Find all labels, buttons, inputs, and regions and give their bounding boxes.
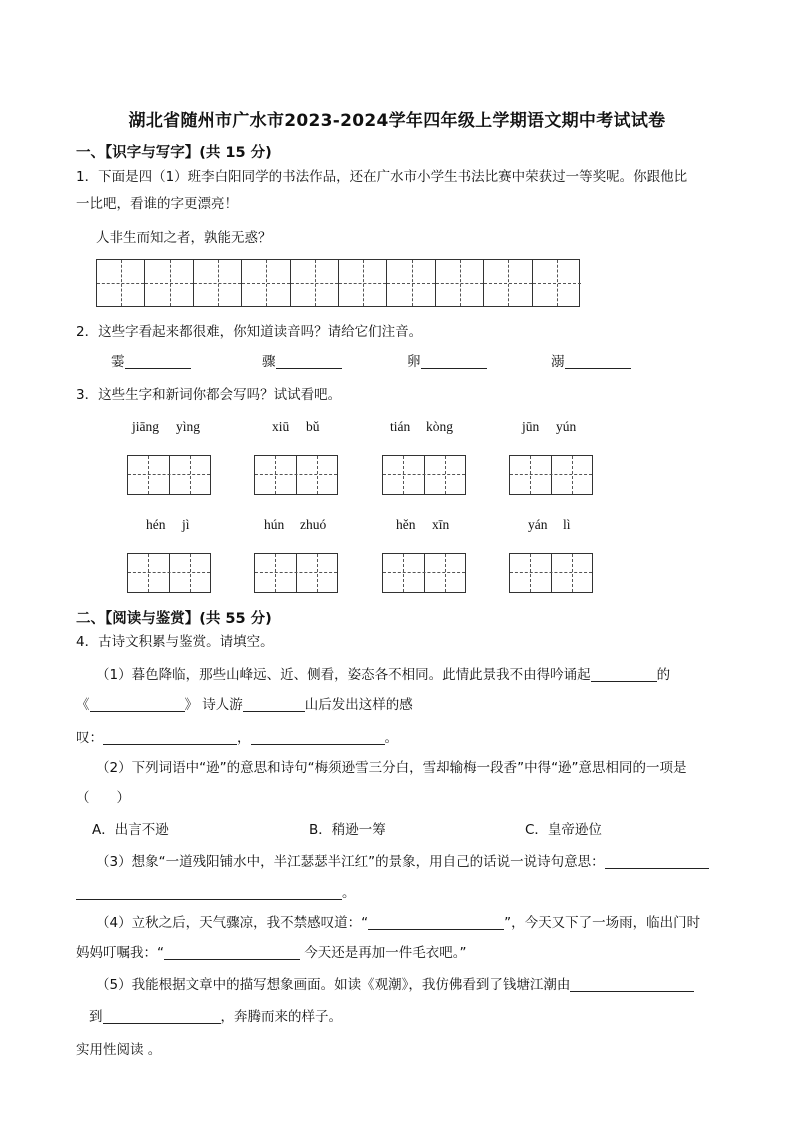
box-guide-line <box>445 554 446 592</box>
q1-text-line1: 1．下面是四（1）班李白阳同学的书法作品，还在广水市小学生书法比赛中荣获过一等奖呢。你跟他比 <box>76 169 688 185</box>
char-box[interactable] <box>254 553 338 593</box>
pinyin-label: bǔ <box>306 419 320 434</box>
answer-blank[interactable] <box>251 729 385 745</box>
box-guide-line <box>275 456 276 494</box>
q4-p4-text: （4）立秋之后，天气骤凉，我不禁感叹道：“ <box>96 915 369 931</box>
q4-p3-line2 <box>76 884 356 902</box>
writing-grid[interactable] <box>96 259 580 307</box>
char-box[interactable] <box>127 553 211 593</box>
box-guide-line <box>190 456 191 494</box>
option-a[interactable]: A．出言不逊 <box>92 822 169 838</box>
q4-p3-text: （3）想象“一道残阳铺水中，半江瑟瑟半江红”的景象，用自己的话说一说诗句意思： <box>96 854 605 870</box>
box-guide-line <box>572 456 573 494</box>
q4-p2-line1: （2）下列词语中“逊”的意思和诗句“梅须逊雪三分白，雪却输梅一段香”中得“逊”意思相同的一项是 <box>96 760 687 776</box>
char-box[interactable] <box>382 455 466 495</box>
box-guide-line <box>317 456 318 494</box>
answer-blank[interactable] <box>76 884 342 900</box>
page-title: 湖北省随州市广水市2023-2024学年四年级上学期语文期中考试试卷 <box>128 111 666 131</box>
q4-p4-mom: 妈妈叮嘱我：“ <box>76 945 164 961</box>
grid-cell[interactable] <box>242 260 290 306</box>
q1-sample-sentence: 人非生而知之者，孰能无惑？ <box>96 230 272 246</box>
q2-item-3 <box>407 353 487 371</box>
q4-p1-line3 <box>76 729 398 747</box>
q4-p1-mid: 》 诗人游 <box>184 697 243 713</box>
box-guide-line <box>148 554 149 592</box>
box-guide-line <box>403 456 404 494</box>
q2-item-1 <box>111 353 191 371</box>
box-guide-line <box>148 456 149 494</box>
pinyin-blank[interactable] <box>421 353 487 369</box>
pinyin-blank[interactable] <box>125 353 191 369</box>
pinyin-label: jì <box>182 517 190 532</box>
box-guide-line <box>190 554 191 592</box>
q4-p5-dao: 到 <box>89 1009 103 1025</box>
pinyin-label: tián <box>390 419 411 434</box>
q4-p3-line1 <box>96 853 709 871</box>
q4-p2-paren[interactable]: （ ） <box>76 790 130 806</box>
box-guide-line <box>445 456 446 494</box>
box-guide-line <box>255 474 337 475</box>
grid-cell[interactable] <box>436 260 484 306</box>
pinyin-label: xiū <box>272 419 290 434</box>
q4-p1-text: （1）暮色降临，那些山峰远、近、侧看，姿态各不相同。此情此景我不由得吟诵起 <box>96 667 591 683</box>
q2-text: 2．这些字看起来都很难，你知道读音吗？请给它们注音。 <box>76 324 423 340</box>
period: 。 <box>342 885 356 901</box>
grid-guide-line <box>436 283 483 284</box>
period: 。 <box>384 730 398 746</box>
q4-p1-line1 <box>96 666 670 684</box>
box-guide-line <box>128 572 210 573</box>
grid-guide-line <box>194 283 241 284</box>
char-box[interactable] <box>127 455 211 495</box>
q4-p5-line1 <box>96 976 694 994</box>
pinyin-label: zhuó <box>300 517 327 532</box>
q4-text: 4．古诗文积累与鉴赏。请填空。 <box>76 634 274 650</box>
box-guide-line <box>572 554 573 592</box>
q4-p4-tail: ”，今天又下了一场雨，临出门时 <box>504 915 701 931</box>
pinyin-label: jūn <box>522 419 540 434</box>
answer-blank[interactable] <box>605 853 709 869</box>
grid-guide-line <box>533 283 581 284</box>
grid-guide-line <box>291 283 338 284</box>
practical-reading-label: 实用性阅读 。 <box>76 1042 162 1058</box>
q2-item-4 <box>551 353 631 371</box>
grid-cell[interactable] <box>97 260 145 306</box>
answer-blank[interactable] <box>164 944 300 960</box>
box-guide-line <box>510 474 592 475</box>
answer-blank[interactable] <box>243 696 305 712</box>
grid-guide-line <box>484 283 531 284</box>
comma: ， <box>237 730 251 746</box>
section-1-heading: 一、【识字与写字】(共 15 分) <box>76 145 272 161</box>
grid-cell[interactable] <box>291 260 339 306</box>
answer-blank[interactable] <box>570 976 694 992</box>
grid-cell[interactable] <box>484 260 532 306</box>
q4-p1-open: 《 <box>76 697 90 713</box>
grid-guide-line <box>145 283 192 284</box>
q4-p1-tan: 叹： <box>76 730 103 746</box>
box-guide-line <box>255 572 337 573</box>
q4-p5-end: ，奔腾而来的样子。 <box>220 1009 342 1025</box>
q3-text: 3．这些生字和新词你都会写吗？试试看吧。 <box>76 387 342 403</box>
answer-blank[interactable] <box>368 914 504 930</box>
answer-blank[interactable] <box>591 666 657 682</box>
q4-p1-line2 <box>76 696 413 714</box>
option-c[interactable]: C．皇帝逊位 <box>525 822 602 838</box>
q2-char: 霎 <box>111 354 125 370</box>
pinyin-label: jiāng <box>132 419 159 434</box>
pinyin-label: xīn <box>432 517 450 532</box>
pinyin-label: yán <box>528 517 548 532</box>
q4-p1-tail: 山后发出这样的感 <box>304 697 413 713</box>
grid-guide-line <box>97 283 144 284</box>
char-box[interactable] <box>382 553 466 593</box>
pinyin-label: hén <box>146 517 166 532</box>
grid-cell[interactable] <box>387 260 435 306</box>
q4-p1-de: 的 <box>656 667 671 683</box>
grid-cell[interactable] <box>533 260 581 306</box>
box-guide-line <box>275 554 276 592</box>
option-b[interactable]: B．稍逊一筹 <box>309 822 386 838</box>
q2-item-2 <box>262 353 342 371</box>
grid-cell[interactable] <box>339 260 387 306</box>
box-guide-line <box>530 554 531 592</box>
q4-p4-end: 今天还是再加一件毛衣吧。” <box>300 945 467 961</box>
box-guide-line <box>317 554 318 592</box>
pinyin-label: kòng <box>426 419 453 434</box>
box-guide-line <box>128 474 210 475</box>
pinyin-label: yún <box>556 419 577 434</box>
box-guide-line <box>530 456 531 494</box>
pinyin-label: hún <box>264 517 285 532</box>
q4-p4-line2 <box>76 944 467 962</box>
grid-cell[interactable] <box>194 260 242 306</box>
q2-char: 溺 <box>551 354 565 370</box>
pinyin-label: yìng <box>176 419 201 434</box>
grid-guide-line <box>242 283 289 284</box>
box-guide-line <box>510 572 592 573</box>
grid-cell[interactable] <box>145 260 193 306</box>
char-box[interactable] <box>509 455 593 495</box>
answer-blank[interactable] <box>103 1008 221 1024</box>
char-box[interactable] <box>254 455 338 495</box>
box-guide-line <box>383 572 465 573</box>
pinyin-blank[interactable] <box>565 353 631 369</box>
q4-p4-line1 <box>96 914 700 932</box>
pinyin-blank[interactable] <box>276 353 342 369</box>
q4-p5-line2 <box>89 1008 342 1026</box>
q1-text-line2: 一比吧，看谁的字更漂亮！ <box>76 196 238 212</box>
box-guide-line <box>383 474 465 475</box>
box-guide-line <box>403 554 404 592</box>
q2-char: 骤 <box>262 354 276 370</box>
q4-p5-text: （5）我能根据文章中的描写想象画面。如读《观潮》，我仿佛看到了钱塘江潮由 <box>96 977 571 993</box>
q2-char: 卵 <box>407 354 421 370</box>
answer-blank[interactable] <box>103 729 237 745</box>
section-2-heading: 二、【阅读与鉴赏】(共 55 分) <box>76 611 272 627</box>
grid-guide-line <box>339 283 386 284</box>
grid-guide-line <box>387 283 434 284</box>
pinyin-label: hěn <box>396 517 416 532</box>
pinyin-label: lì <box>563 517 571 532</box>
answer-blank[interactable] <box>90 696 185 712</box>
char-box[interactable] <box>509 553 593 593</box>
